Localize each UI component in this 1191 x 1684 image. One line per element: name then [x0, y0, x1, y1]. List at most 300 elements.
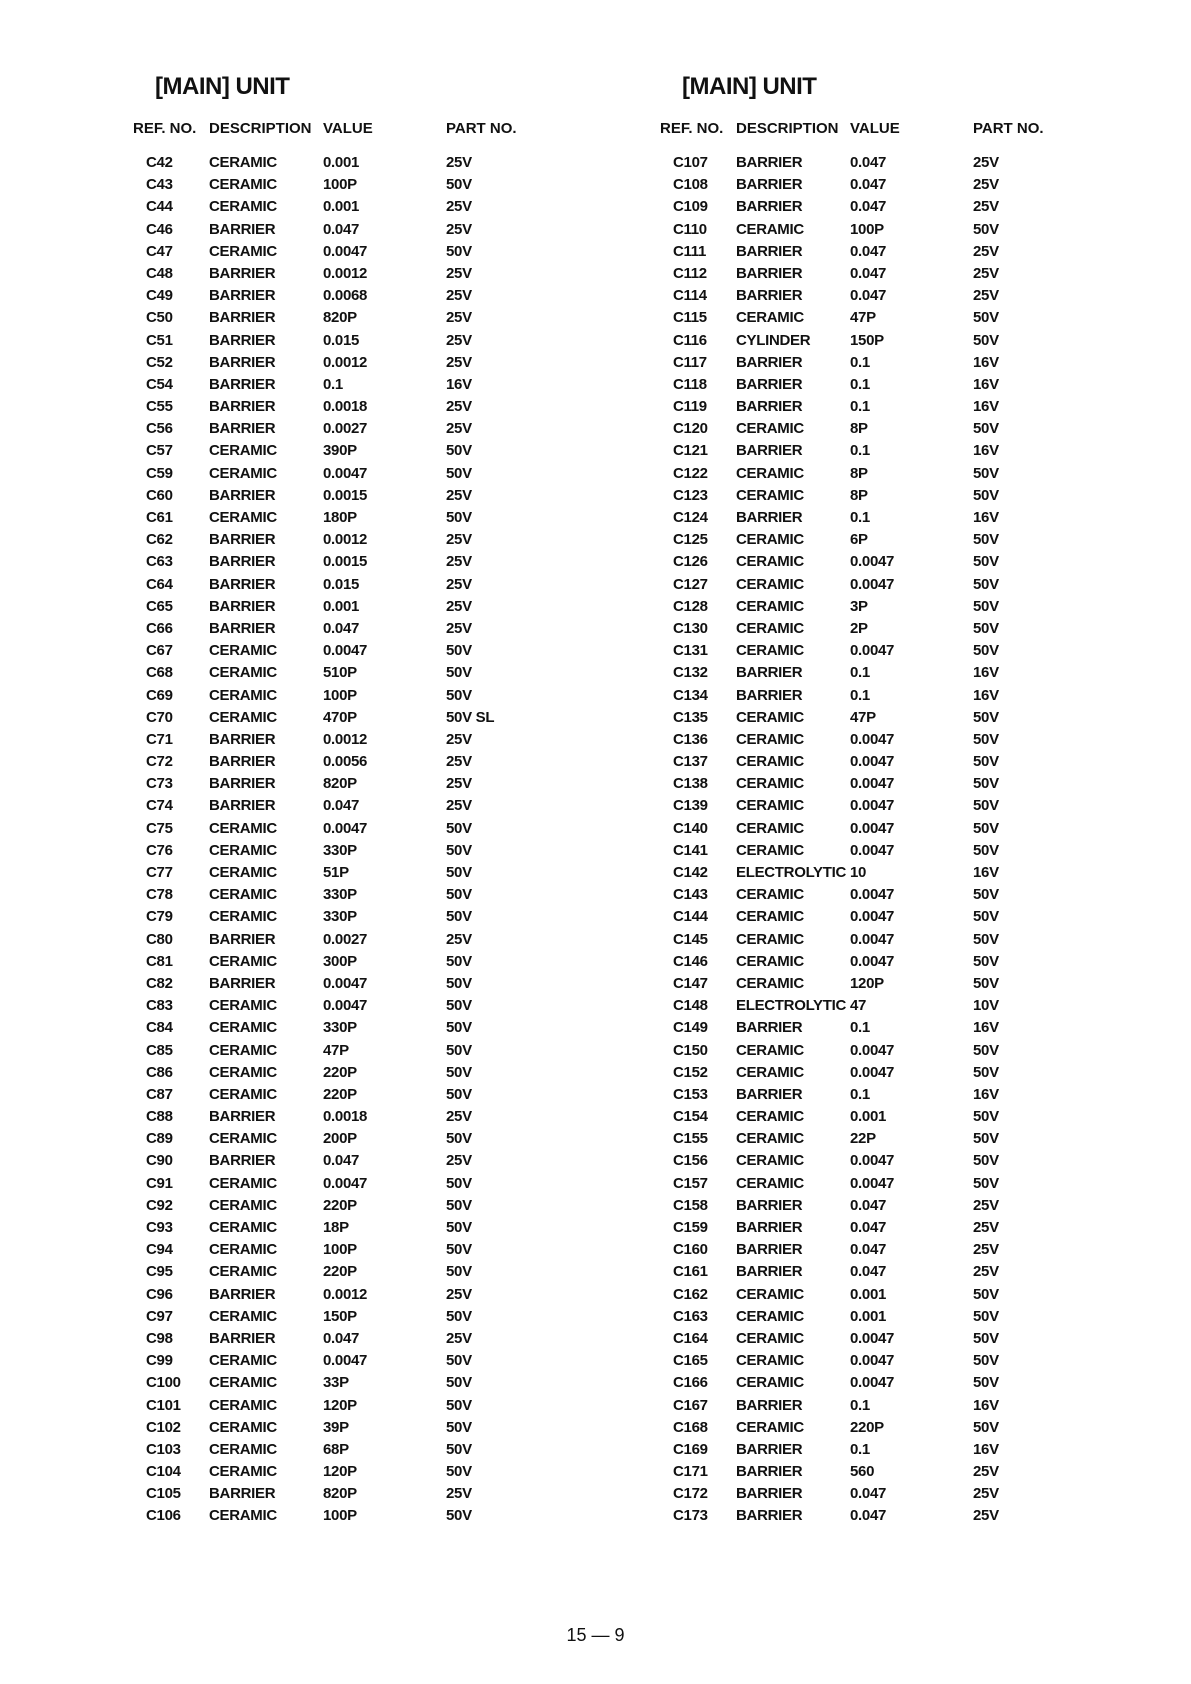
description-cell: BARRIER [736, 664, 803, 682]
value-cell: 47 [850, 997, 867, 1015]
table-row [133, 995, 613, 1017]
header-description: DESCRIPTION [736, 120, 839, 137]
part-no-cell: 25V [446, 930, 472, 948]
part-no-cell: 10V [973, 997, 999, 1015]
ref-no-cell: C81 [146, 952, 173, 970]
part-no-cell: 50V [446, 1041, 472, 1059]
part-no-cell: 50V [973, 708, 999, 726]
description-cell: BARRIER [209, 553, 276, 571]
part-no-cell: 50V [446, 1352, 472, 1370]
ref-no-cell: C97 [146, 1307, 173, 1325]
description-cell: BARRIER [209, 309, 276, 327]
description-cell: CERAMIC [736, 886, 804, 904]
table-row [660, 463, 1140, 485]
ref-no-cell: C90 [146, 1152, 173, 1170]
table-row [133, 152, 613, 174]
ref-no-cell: C172 [673, 1485, 708, 1503]
part-no-cell: 50V [446, 664, 472, 682]
table-row [133, 729, 613, 751]
table-row [660, 485, 1140, 507]
ref-no-cell: C66 [146, 619, 173, 637]
description-cell: BARRIER [209, 775, 276, 793]
value-cell: 47P [323, 1041, 349, 1059]
part-no-cell: 50V [446, 1307, 472, 1325]
description-cell: CERAMIC [736, 1374, 804, 1392]
table-row [133, 1261, 613, 1283]
part-no-cell: 25V [973, 1196, 999, 1214]
value-cell: 330P [323, 1019, 357, 1037]
ref-no-cell: C43 [146, 176, 173, 194]
ref-no-cell: C74 [146, 797, 173, 815]
description-cell: CERAMIC [736, 220, 804, 238]
ref-no-cell: C69 [146, 686, 173, 704]
part-no-cell: 50V [973, 730, 999, 748]
table-row [660, 973, 1140, 995]
value-cell: 8P [850, 486, 868, 504]
part-no-cell: 50V [973, 420, 999, 438]
table-row [660, 551, 1140, 573]
table-row [660, 396, 1140, 418]
part-no-cell: 25V [973, 264, 999, 282]
part-no-cell: 16V [446, 375, 472, 393]
table-row [133, 463, 613, 485]
part-no-cell: 25V [446, 287, 472, 305]
part-no-cell: 50V [446, 1085, 472, 1103]
ref-no-cell: C86 [146, 1063, 173, 1081]
part-no-cell: 16V [973, 353, 999, 371]
table-row [133, 1417, 613, 1439]
description-cell: BARRIER [209, 619, 276, 637]
part-no-cell: 50V [446, 974, 472, 992]
value-cell: 820P [323, 309, 357, 327]
description-cell: CERAMIC [209, 819, 277, 837]
description-cell: CERAMIC [736, 1108, 804, 1126]
value-cell: 0.0012 [323, 730, 368, 748]
part-no-cell: 16V [973, 442, 999, 460]
description-cell: BARRIER [736, 242, 803, 260]
description-cell: CERAMIC [736, 797, 804, 815]
description-cell: BARRIER [736, 1440, 803, 1458]
ref-no-cell: C73 [146, 775, 173, 793]
value-cell: 6P [850, 531, 868, 549]
table-row [660, 241, 1140, 263]
description-cell: CERAMIC [209, 1418, 277, 1436]
value-cell: 100P [323, 176, 357, 194]
value-cell: 0.0047 [850, 730, 895, 748]
parts-list [660, 152, 1140, 1528]
part-no-cell: 50V [446, 819, 472, 837]
table-row [660, 618, 1140, 640]
value-cell: 470P [323, 708, 357, 726]
ref-no-cell: C55 [146, 398, 173, 416]
description-cell: CERAMIC [736, 553, 804, 571]
value-cell: 0.1 [850, 1396, 870, 1414]
table-row [660, 1461, 1140, 1483]
table-row [660, 440, 1140, 462]
part-no-cell: 50V [973, 486, 999, 504]
description-cell: CERAMIC [209, 1174, 277, 1192]
value-cell: 0.0047 [850, 1352, 895, 1370]
part-no-cell: 16V [973, 686, 999, 704]
description-cell: BARRIER [209, 353, 276, 371]
value-cell: 820P [323, 1485, 357, 1503]
table-row [660, 662, 1140, 684]
description-cell: CERAMIC [736, 464, 804, 482]
ref-no-cell: C63 [146, 553, 173, 571]
header-ref-no: REF. NO. [133, 120, 197, 137]
description-cell: CERAMIC [209, 1219, 277, 1236]
ref-no-cell: C96 [146, 1285, 173, 1303]
description-cell: CERAMIC [209, 1507, 277, 1525]
description-cell: CERAMIC [209, 1374, 277, 1392]
table-row [660, 352, 1140, 374]
left-parts-column [133, 70, 613, 1528]
description-cell: CERAMIC [209, 686, 277, 704]
value-cell: 0.047 [323, 220, 360, 238]
description-cell: BARRIER [209, 753, 276, 771]
table-row [133, 1328, 613, 1350]
part-no-cell: 25V [973, 1263, 999, 1281]
ref-no-cell: C116 [673, 331, 707, 349]
table-row [133, 973, 613, 995]
value-cell: 0.001 [323, 597, 360, 615]
description-cell: CERAMIC [209, 176, 277, 194]
ref-no-cell: C105 [146, 1485, 181, 1503]
description-cell: BARRIER [736, 1019, 803, 1037]
value-cell: 0.0012 [323, 531, 368, 549]
description-cell: CERAMIC [736, 1063, 804, 1081]
part-no-cell: 25V [446, 154, 472, 171]
value-cell: 220P [323, 1196, 357, 1214]
header-part-no: PART NO. [446, 120, 517, 137]
ref-no-cell: C115 [673, 309, 707, 327]
part-no-cell: 25V [446, 1152, 472, 1170]
ref-no-cell: C60 [146, 486, 173, 504]
part-no-cell: 50V [973, 1329, 999, 1347]
table-row [133, 529, 613, 551]
part-no-cell: 50V [973, 575, 999, 593]
ref-no-cell: C160 [673, 1241, 708, 1259]
table-row [133, 1195, 613, 1217]
table-row [133, 1150, 613, 1172]
ref-no-cell: C132 [673, 664, 708, 682]
table-row [660, 285, 1140, 307]
description-cell: CERAMIC [209, 509, 277, 526]
value-cell: 0.047 [850, 198, 887, 216]
ref-no-cell: C117 [673, 353, 707, 371]
value-cell: 0.1 [850, 509, 870, 526]
ref-no-cell: C136 [673, 730, 708, 748]
value-cell: 0.047 [850, 287, 887, 305]
description-cell: CERAMIC [736, 753, 804, 771]
ref-no-cell: C110 [673, 220, 707, 238]
description-cell: BARRIER [736, 1241, 803, 1259]
part-no-cell: 50V [446, 442, 472, 460]
value-cell: 150P [850, 331, 884, 349]
part-no-cell: 50V [973, 1130, 999, 1148]
ref-no-cell: C149 [673, 1019, 708, 1037]
description-cell: BARRIER [736, 1463, 803, 1481]
part-no-cell: 16V [973, 375, 999, 393]
right-parts-column [660, 70, 1140, 1528]
table-row [660, 1284, 1140, 1306]
part-no-cell: 25V [973, 176, 999, 194]
header-ref-no: REF. NO. [660, 120, 724, 137]
part-no-cell: 25V [446, 331, 472, 349]
value-cell: 0.1 [850, 1440, 870, 1458]
value-cell: 0.0047 [850, 908, 895, 926]
table-row [660, 1372, 1140, 1394]
part-no-cell: 50V [973, 886, 999, 904]
table-row [133, 751, 613, 773]
part-no-cell: 50V [973, 642, 999, 660]
value-cell: 0.0047 [850, 841, 895, 859]
ref-no-cell: C98 [146, 1329, 173, 1347]
ref-no-cell: C57 [146, 442, 173, 460]
table-row [133, 1461, 613, 1483]
table-row [660, 174, 1140, 196]
ref-no-cell: C56 [146, 420, 173, 438]
ref-no-cell: C156 [673, 1152, 708, 1170]
value-cell: 0.047 [850, 242, 887, 260]
value-cell: 120P [323, 1396, 357, 1414]
description-cell: BARRIER [736, 1507, 803, 1525]
value-cell: 330P [323, 908, 357, 926]
table-row [133, 418, 613, 440]
part-no-cell: 50V [446, 509, 472, 526]
description-cell: BARRIER [736, 154, 803, 171]
value-cell: 0.0018 [323, 398, 368, 416]
description-cell: CERAMIC [736, 952, 804, 970]
description-cell: BARRIER [736, 1196, 803, 1214]
header-value: VALUE [323, 120, 373, 137]
value-cell: 180P [323, 509, 357, 526]
part-no-cell: 16V [973, 864, 999, 881]
value-cell: 0.0047 [323, 819, 368, 837]
part-no-cell: 50V [973, 974, 999, 992]
part-no-cell: 16V [973, 664, 999, 682]
part-no-cell: 16V [973, 509, 999, 526]
value-cell: 0.1 [850, 664, 870, 682]
table-row [660, 529, 1140, 551]
ref-no-cell: C137 [673, 753, 708, 771]
description-cell: BARRIER [209, 1108, 276, 1126]
value-cell: 0.015 [323, 575, 360, 593]
description-cell: CERAMIC [209, 908, 277, 926]
value-cell: 100P [323, 1241, 357, 1259]
ref-no-cell: C111 [673, 242, 707, 260]
description-cell: BARRIER [209, 930, 276, 948]
description-cell: CERAMIC [209, 1352, 277, 1370]
ref-no-cell: C75 [146, 819, 173, 837]
ref-no-cell: C79 [146, 908, 173, 926]
ref-no-cell: C123 [673, 486, 708, 504]
description-cell: BARRIER [209, 287, 276, 305]
table-row [660, 1328, 1140, 1350]
table-row [133, 374, 613, 396]
part-no-cell: 50V [973, 819, 999, 837]
ref-no-cell: C126 [673, 553, 708, 571]
table-row [133, 307, 613, 329]
header-value: VALUE [850, 120, 900, 137]
value-cell: 0.001 [850, 1108, 887, 1126]
description-cell: CERAMIC [209, 952, 277, 970]
description-cell: CERAMIC [209, 864, 277, 881]
description-cell: BARRIER [736, 1396, 803, 1414]
description-cell: BARRIER [736, 353, 803, 371]
part-no-cell: 25V [973, 198, 999, 216]
description-cell: CERAMIC [209, 1396, 277, 1414]
table-row [133, 1017, 613, 1039]
value-cell: 0.0047 [323, 464, 368, 482]
part-no-cell: 50V [973, 1285, 999, 1303]
description-cell: CERAMIC [736, 1285, 804, 1303]
table-row [133, 596, 613, 618]
part-no-cell: 50V [973, 952, 999, 970]
ref-no-cell: C164 [673, 1329, 708, 1347]
ref-no-cell: C76 [146, 841, 173, 859]
ref-no-cell: C49 [146, 287, 173, 305]
table-row [133, 1395, 613, 1417]
table-row [133, 1306, 613, 1328]
description-cell: BARRIER [209, 531, 276, 549]
description-cell: CERAMIC [736, 930, 804, 948]
value-cell: 0.0047 [850, 775, 895, 793]
part-no-cell: 50V [446, 686, 472, 704]
ref-no-cell: C125 [673, 531, 708, 549]
description-cell: ELECTROLYTIC [736, 997, 847, 1015]
description-cell: CERAMIC [209, 1196, 277, 1214]
value-cell: 0.047 [850, 1241, 887, 1259]
description-cell: CERAMIC [736, 1130, 804, 1148]
ref-no-cell: C106 [146, 1507, 181, 1525]
table-row [660, 773, 1140, 795]
ref-no-cell: C65 [146, 597, 173, 615]
description-cell: CERAMIC [209, 664, 277, 682]
value-cell: 0.1 [850, 353, 870, 371]
part-no-cell: 50V [973, 331, 999, 349]
ref-no-cell: C142 [673, 864, 708, 881]
table-row [660, 818, 1140, 840]
value-cell: 0.0047 [850, 886, 895, 904]
value-cell: 0.0047 [850, 1152, 895, 1170]
value-cell: 0.0015 [323, 486, 368, 504]
value-cell: 0.0047 [323, 242, 368, 260]
ref-no-cell: C155 [673, 1130, 708, 1148]
table-row [660, 1017, 1140, 1039]
part-no-cell: 50V [973, 1041, 999, 1059]
table-row [133, 1439, 613, 1461]
description-cell: CERAMIC [209, 708, 277, 726]
part-no-cell: 50V [973, 531, 999, 549]
part-no-cell: 50V [973, 775, 999, 793]
description-cell: CERAMIC [209, 1085, 277, 1103]
value-cell: 0.0012 [323, 1285, 368, 1303]
part-no-cell: 50V [446, 1396, 472, 1414]
description-cell: CERAMIC [209, 242, 277, 260]
ref-no-cell: C152 [673, 1063, 708, 1081]
table-row [660, 707, 1140, 729]
value-cell: 220P [323, 1263, 357, 1281]
ref-no-cell: C50 [146, 309, 173, 327]
ref-no-cell: C46 [146, 220, 173, 238]
value-cell: 18P [323, 1219, 349, 1236]
part-no-cell: 16V [973, 1019, 999, 1037]
ref-no-cell: C118 [673, 375, 707, 393]
part-no-cell: 25V [446, 1329, 472, 1347]
part-no-cell: 50V [973, 1418, 999, 1436]
table-row [660, 1505, 1140, 1527]
table-row [660, 507, 1140, 529]
part-no-cell: 50V [446, 1241, 472, 1259]
description-cell: BARRIER [209, 331, 276, 349]
part-no-cell: 50V [446, 1196, 472, 1214]
table-row [133, 1040, 613, 1062]
table-row [133, 507, 613, 529]
value-cell: 390P [323, 442, 357, 460]
description-cell: BARRIER [736, 398, 803, 416]
value-cell: 0.1 [850, 1085, 870, 1103]
table-row [660, 574, 1140, 596]
table-row [660, 951, 1140, 973]
value-cell: 100P [323, 686, 357, 704]
ref-no-cell: C93 [146, 1219, 173, 1236]
ref-no-cell: C87 [146, 1085, 173, 1103]
ref-no-cell: C135 [673, 708, 708, 726]
ref-no-cell: C59 [146, 464, 173, 482]
part-no-cell: 25V [446, 309, 472, 327]
description-cell: CYLINDER [736, 331, 811, 349]
part-no-cell: 25V [446, 619, 472, 637]
table-row [133, 1106, 613, 1128]
ref-no-cell: C119 [673, 398, 707, 416]
value-cell: 0.0012 [323, 264, 368, 282]
table-row [660, 1439, 1140, 1461]
part-no-cell: 16V [973, 1440, 999, 1458]
ref-no-cell: C146 [673, 952, 708, 970]
header-description: DESCRIPTION [209, 120, 312, 137]
table-row [660, 884, 1140, 906]
table-row [660, 307, 1140, 329]
ref-no-cell: C144 [673, 908, 708, 926]
table-row [133, 196, 613, 218]
part-no-cell: 50V [973, 1352, 999, 1370]
ref-no-cell: C62 [146, 531, 173, 549]
value-cell: 220P [850, 1418, 884, 1436]
table-row [133, 440, 613, 462]
part-no-cell: 50V [446, 1418, 472, 1436]
part-no-cell: 50V [973, 619, 999, 637]
table-row [660, 729, 1140, 751]
table-row [660, 1195, 1140, 1217]
description-cell: BARRIER [209, 730, 276, 748]
part-no-cell: 50V [446, 997, 472, 1015]
part-no-cell: 50V [973, 464, 999, 482]
ref-no-cell: C162 [673, 1285, 708, 1303]
value-cell: 0.001 [323, 154, 360, 171]
ref-no-cell: C108 [673, 176, 708, 194]
table-row [660, 1128, 1140, 1150]
part-no-cell: 50V [973, 797, 999, 815]
description-cell: CERAMIC [736, 708, 804, 726]
table-row [660, 929, 1140, 951]
table-row [133, 352, 613, 374]
part-no-cell: 25V [446, 420, 472, 438]
value-cell: 0.1 [850, 1019, 870, 1037]
part-no-cell: 25V [446, 775, 472, 793]
value-cell: 0.047 [850, 1196, 887, 1214]
part-no-cell: 25V [446, 486, 472, 504]
